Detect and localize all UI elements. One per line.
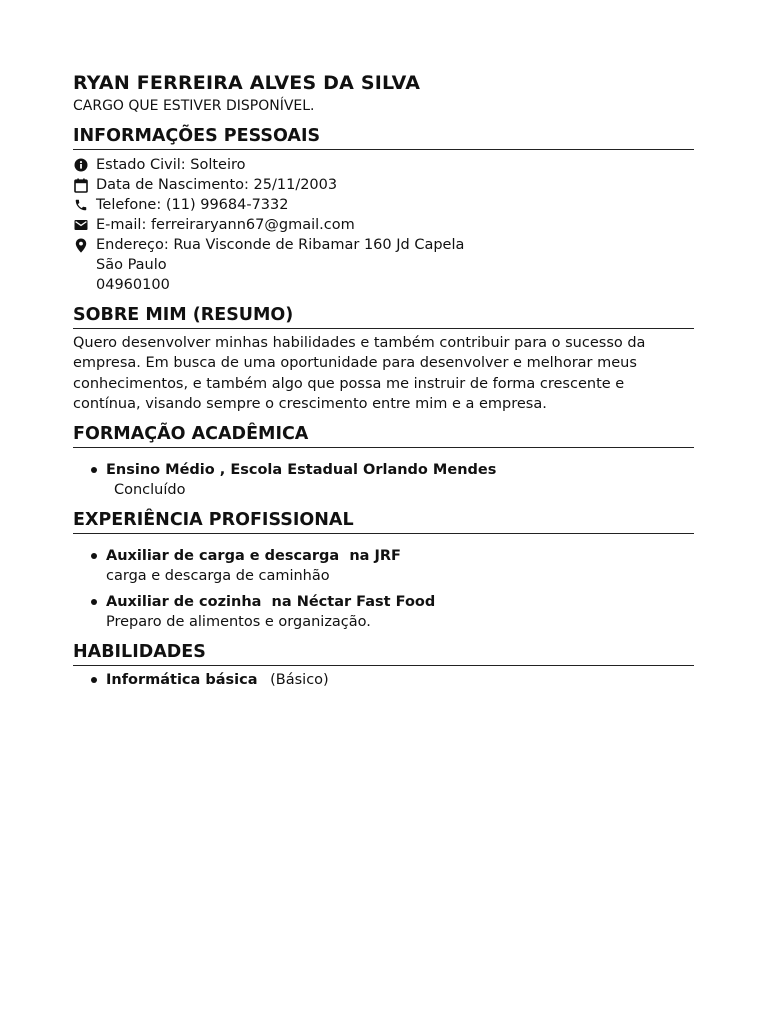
section-title-education: FORMAÇÃO ACADÊMICA — [73, 422, 694, 448]
info-text: Estado Civil: Solteiro — [96, 157, 246, 173]
skills-section — [73, 640, 694, 690]
section-title-experience: EXPERIÊNCIA PROFISSIONAL — [73, 508, 694, 534]
bullet-dot — [91, 599, 97, 605]
info-item-email — [73, 215, 694, 235]
location-pin-icon — [73, 235, 89, 255]
info-item-marital-status — [73, 155, 694, 175]
experience-section — [73, 508, 694, 632]
list-item — [73, 460, 694, 500]
section-title-about: SOBRE MIM (RESUMO) — [73, 303, 694, 329]
personal-info-section — [73, 124, 694, 295]
mail-icon — [73, 215, 89, 235]
education-title: Ensino Médio , Escola Estadual Orlando Mendes — [106, 462, 497, 479]
info-item-address — [73, 235, 694, 295]
skill-name: Informática básica — [106, 672, 258, 689]
list-item — [73, 670, 694, 690]
job-description: carga e descarga de caminhão — [106, 568, 330, 585]
resume-page — [73, 70, 694, 698]
desired-position: CARGO QUE ESTIVER DISPONÍVEL. — [73, 98, 315, 114]
personal-info-list — [73, 155, 694, 295]
bullet-dot — [91, 553, 97, 559]
address-street: Endereço: Rua Visconde de Ribamar 160 Jd Capela — [96, 237, 465, 253]
address-city: São Paulo — [96, 257, 167, 273]
phone-icon — [73, 195, 89, 215]
bullet-dot — [91, 467, 97, 473]
list-item — [73, 592, 694, 632]
section-title-skills: HABILIDADES — [73, 640, 694, 666]
info-item-phone — [73, 195, 694, 215]
education-status: Concluído — [114, 482, 186, 499]
list-item — [73, 546, 694, 586]
skills-list — [73, 670, 694, 690]
about-section — [73, 303, 694, 414]
address-zip: 04960100 — [96, 277, 170, 293]
info-text[interactable]: E-mail: ferreiraryann67@gmail.com — [96, 217, 355, 233]
calendar-icon — [73, 175, 89, 195]
info-text: Telefone: (11) 99684-7332 — [96, 197, 289, 213]
info-item-birth-date — [73, 175, 694, 195]
education-list — [73, 460, 694, 500]
skill-level: (Básico) — [270, 672, 329, 689]
section-title-personal-info: INFORMAÇÕES PESSOAIS — [73, 124, 694, 150]
job-description: Preparo de alimentos e organização. — [106, 614, 371, 631]
candidate-name: RYAN FERREIRA ALVES DA SILVA — [73, 72, 421, 94]
bullet-dot — [91, 677, 97, 683]
about-summary: Quero desenvolver minhas habilidades e também contribuir para o sucesso da empresa. Em busca de uma oportunidade para desenvolver e melhorar meus conhecimentos, e também algo que possa me instruir de forma crescente e contínua, visando sempre o crescimento entre mim e a empresa. — [73, 335, 646, 412]
info-text: Data de Nascimento: 25/11/2003 — [96, 177, 338, 193]
job-title: Auxiliar de carga e descarga na JRF — [106, 548, 401, 565]
education-section — [73, 422, 694, 500]
job-title: Auxiliar de cozinha na Néctar Fast Food — [106, 594, 436, 611]
experience-list — [73, 546, 694, 632]
info-icon — [73, 155, 89, 175]
address-text — [96, 235, 694, 295]
